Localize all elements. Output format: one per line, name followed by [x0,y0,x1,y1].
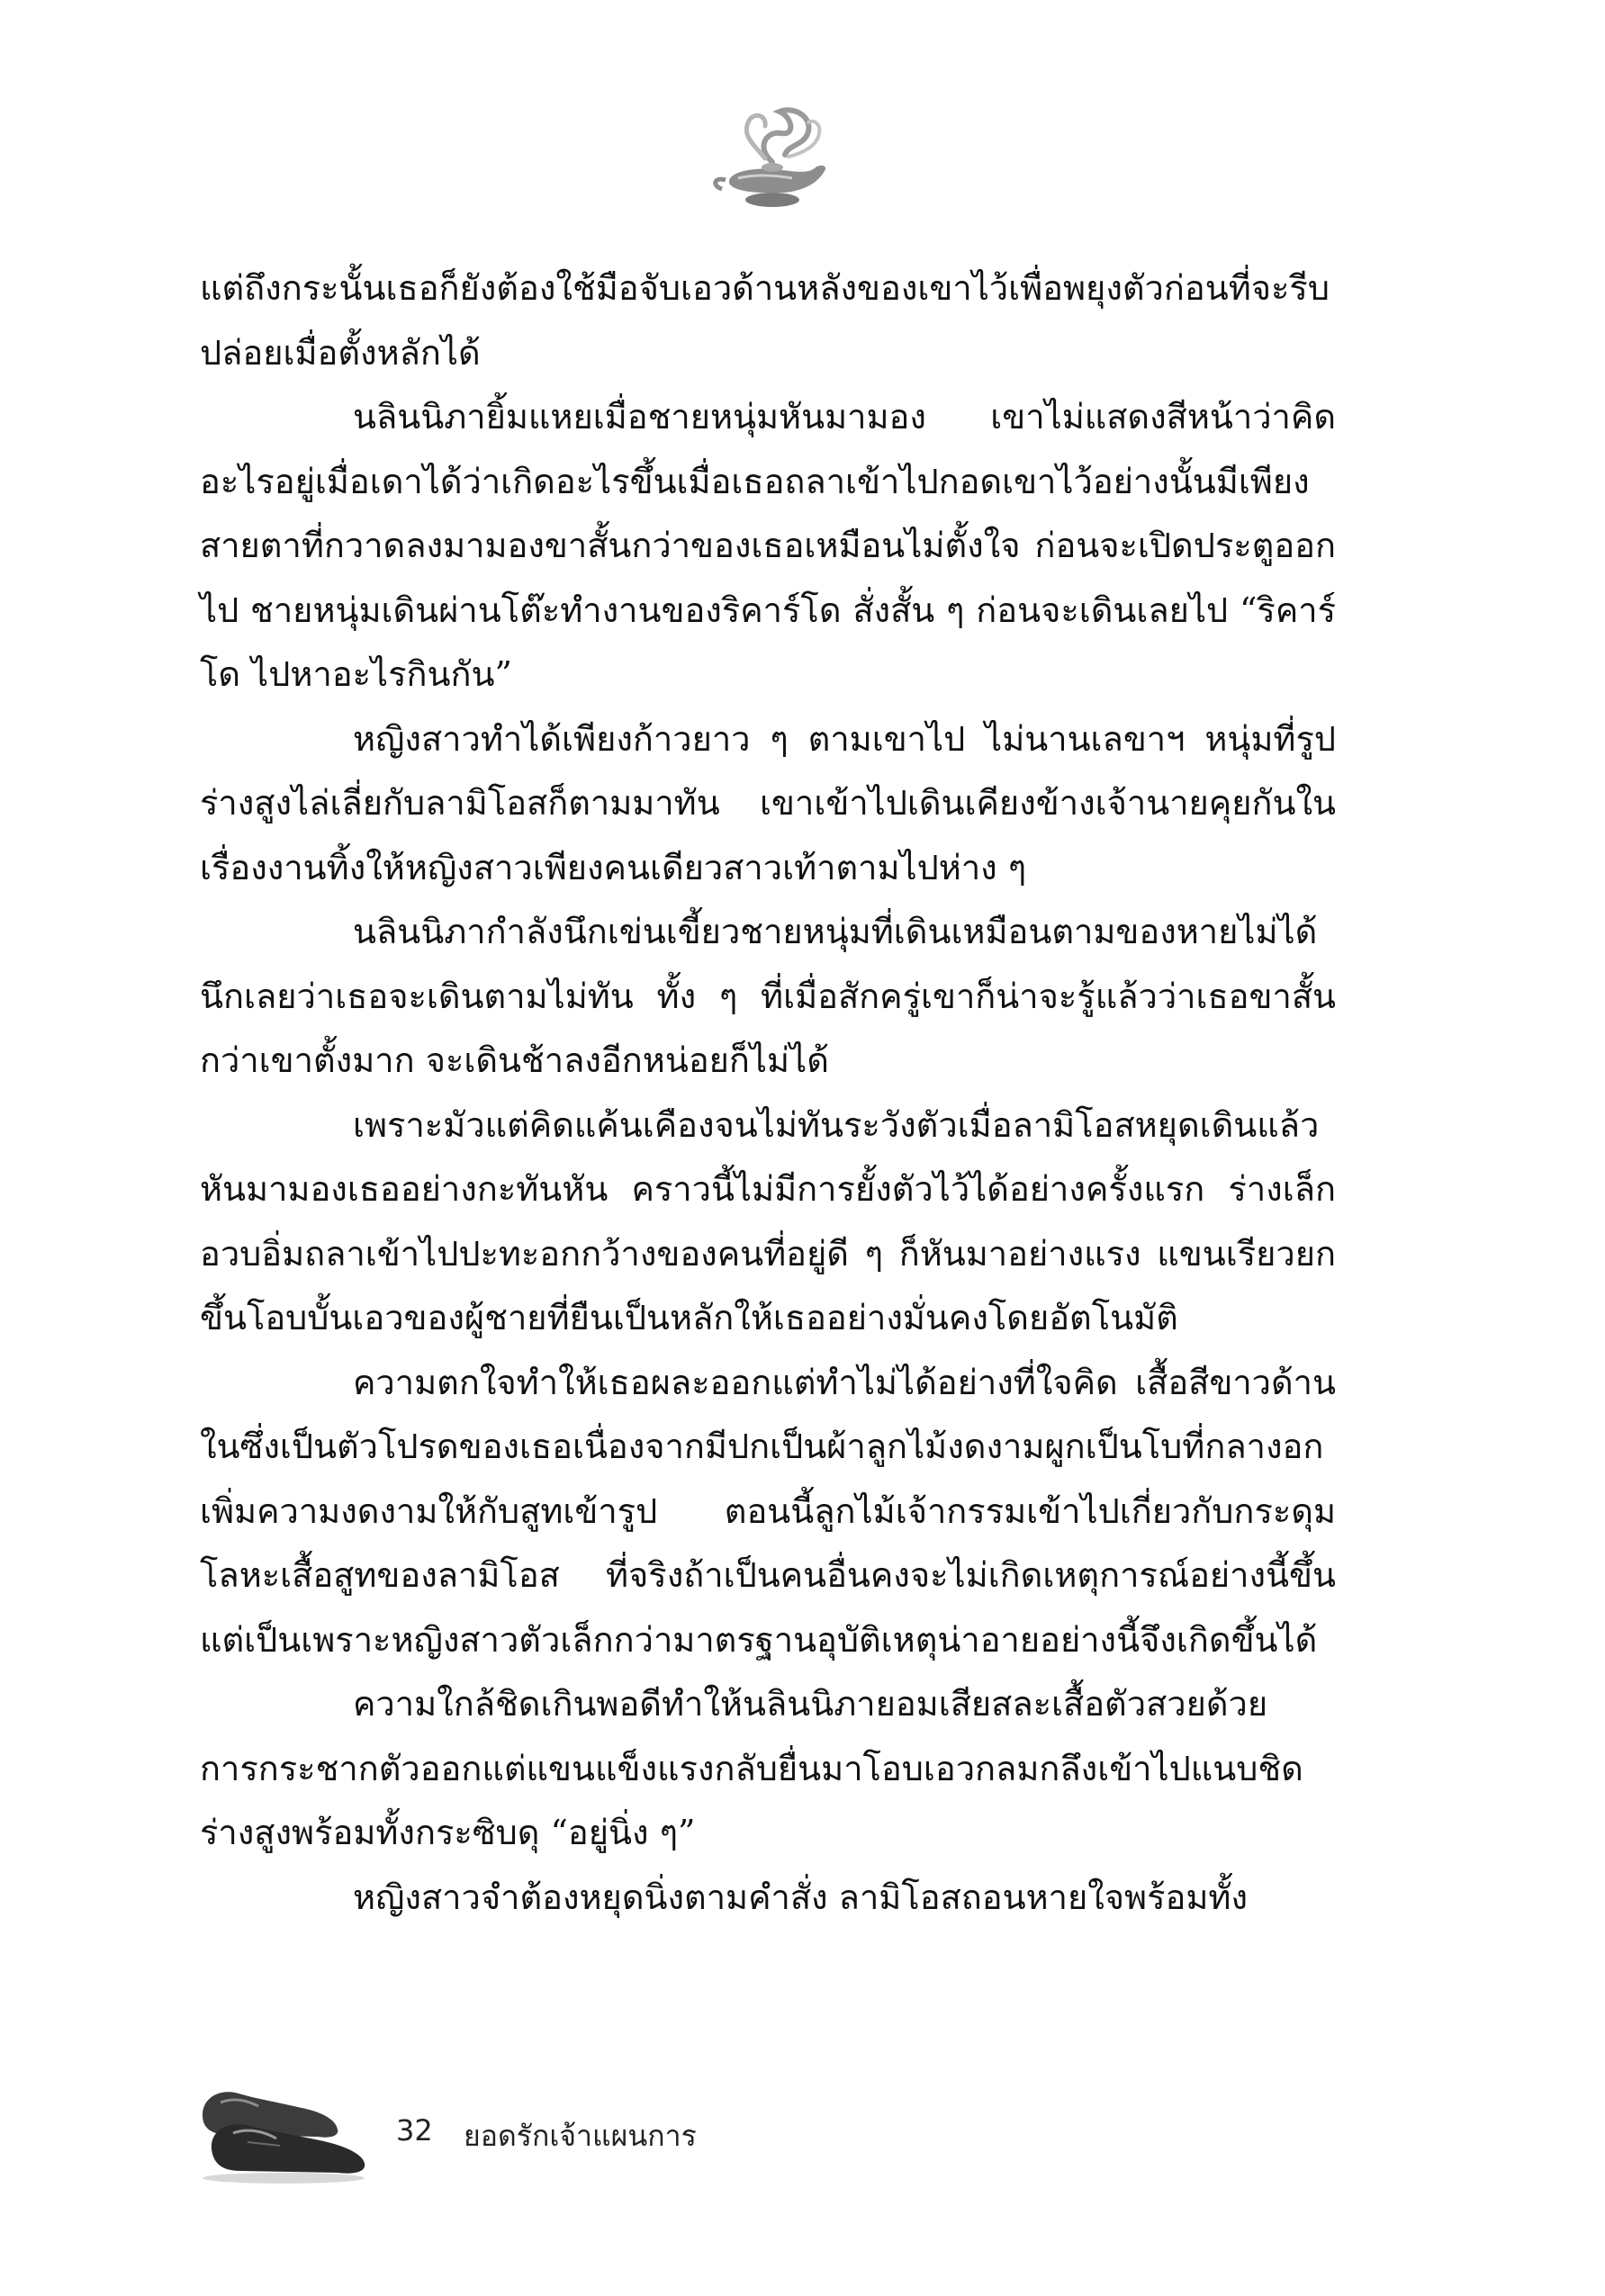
paragraph: นลินนิภากำลังนึกเข่นเขี้ยวชายหนุ่มที่เดินเหมือนตามของหายไม่ได้นึกเลยว่าเธอจะเดินตามไม่ทัน ทั้ง ๆ ที่เมื่อสักครู่เขาก็น่าจะรู้แล้วว่าเธอขาสั้นกว่าเขาตั้งมาก จะเดินช้าลงอีกหน่อยก็ไม่ได้ [200,912,1336,1080]
genie-lamp-icon [702,99,837,225]
shoes-icon [194,2052,374,2187]
page-footer [194,2052,1004,2196]
paragraph: แต่ถึงกระนั้นเธอก็ยังต้องใช้มือจับเอวด้านหลังของเขาไว้เพื่อพยุงตัวก่อนที่จะรีบปล่อยเมื่อตั้งหลักได้ [200,268,1330,373]
paragraph: ความใกล้ชิดเกินพอดีทำให้นลินนิภายอมเสียสละเสื้อตัวสวยด้วยการกระชากตัวออกแต่แขนแข็งแรงกลับยื่นมาโอบเอวกลมกลึงเข้าไปแนบชิดร่างสูงพร้อมทั้งกระซิบดุ “อยู่นิ่ง ๆ” [200,1684,1303,1852]
paragraph: เพราะมัวแต่คิดแค้นเคืองจนไม่ทันระวังตัวเมื่อลามิโอสหยุดเดินแล้วหันมามองเธออย่างกะทันหัน คราวนี้ไม่มีการยั้งตัวไว้ได้อย่างครั้งแรก ร่างเล็กอวบอิ่มถลาเข้าไปปะทะอกกว้างของคนที่อยู่ดี ๆ ก็หันมาอย่างแรง แขนเรียวยกขึ้นโอบบั้นเอวของผู้ชายที่ยืนเป็นหลักให้เธออย่างมั่นคงโดยอัตโนมัติ [200,1104,1336,1337]
paragraph: ความตกใจทำให้เธอผละออกแต่ทำไม่ได้อย่างที่ใจคิด เสื้อสีขาวด้านในซึ่งเป็นตัวโปรดของเธอเนื่องจากมีปกเป็นผ้าลูกไม้งดงามผูกเป็นโบที่กลางอกเพิ่มความงดงามให้กับสูทเข้ารูป ตอนนี้ลูกไม้เจ้ากรรมเข้าไปเกี่ยวกับกระดุมโลหะเสื้อสูทของลามิโอส ที่จริงถ้าเป็นคนอื่นคงจะไม่เกิดเหตุการณ์อย่างนี้ขึ้น แต่เป็นเพราะหญิงสาวตัวเล็กกว่ามาตรฐานอุบัติเหตุน่าอายอย่างนี้จึงเกิดขึ้นได้ [200,1362,1336,1660]
body-text [200,257,1336,1930]
paragraph: หญิงสาวจำต้องหยุดนิ่งตามคำสั่ง ลามิโอสถอนหายใจพร้อมทั้ง [353,1877,1248,1917]
paragraph: นลินนิภายิ้มแหยเมื่อชายหนุ่มหันมามอง เขาไม่แสดงสีหน้าว่าคิดอะไรอยู่เมื่อเดาได้ว่าเกิดอะไรขึ้นเมื่อเธอถลาเข้าไปกอดเขาไว้อย่างนั้นมีเพียงสายตาที่กวาดลงมามองขาสั้นกว่าของเธอเหมือนไม่ตั้งใจ ก่อนจะเปิดประตูออกไป ชายหนุ่มเดินผ่านโต๊ะทำงานของริคาร์โด สั่งสั้น ๆ ก่อนจะเดินเลยไป “ริคาร์โด ไปหาอะไรกินกัน” [200,397,1336,694]
page-number: 32 [396,2113,433,2147]
running-title: ยอดรักเจ้าแผนการ [464,2119,697,2153]
paragraph: หญิงสาวทำได้เพียงก้าวยาว ๆ ตามเขาไป ไม่นานเลขาฯ หนุ่มที่รูปร่างสูงไล่เลี่ยกับลามิโอสก็ตามมาทัน เขาเข้าไปเดินเคียงข้างเจ้านายคุยกันในเรื่องงานทิ้งให้หญิงสาวเพียงคนเดียวสาวเท้าตามไปห่าง ๆ [200,718,1336,887]
